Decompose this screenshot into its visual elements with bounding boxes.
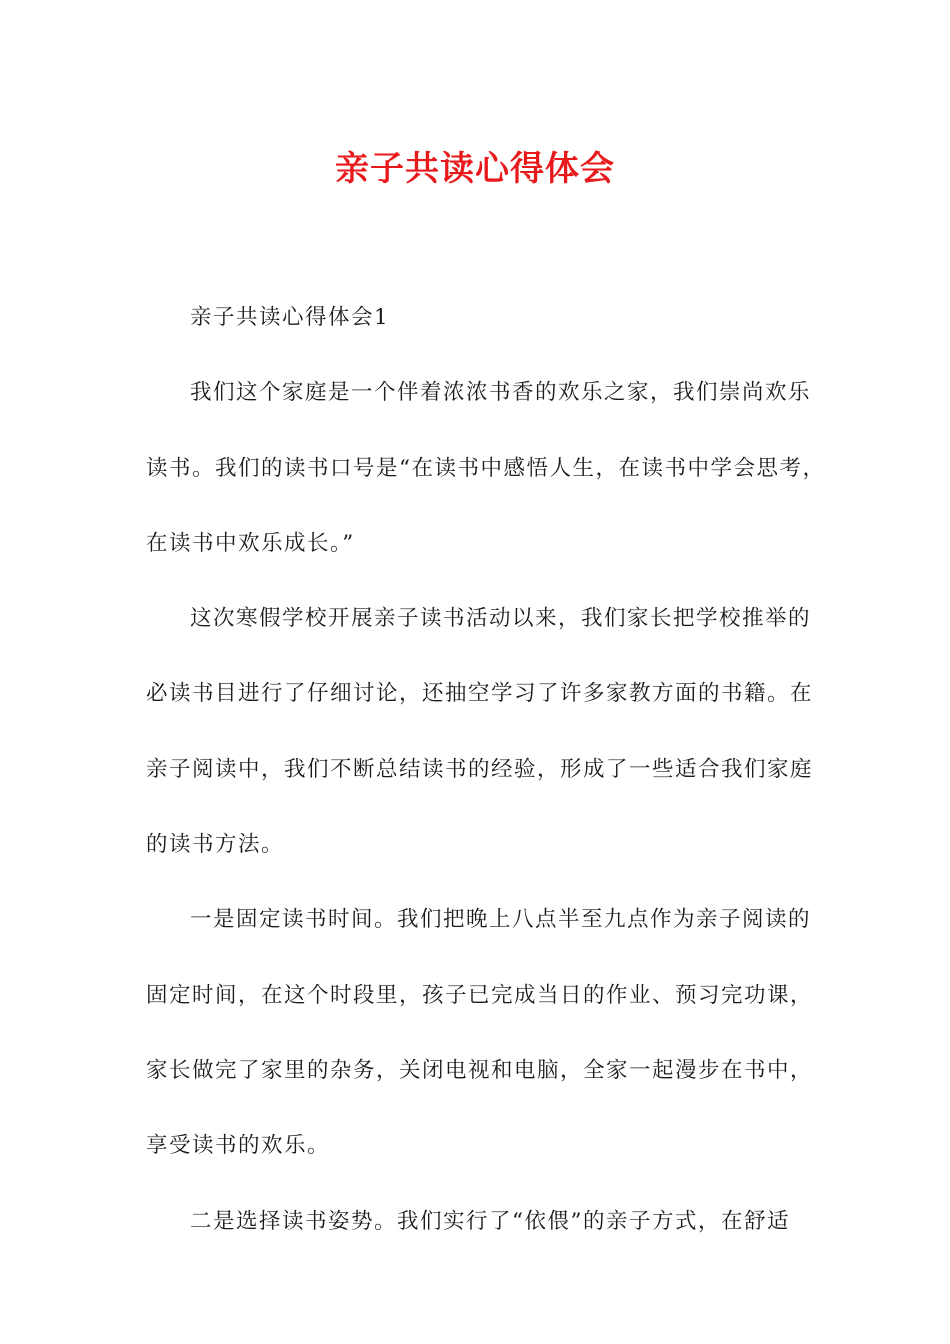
paragraph-4-line-1: 二是选择读书姿势。我们实行了“依偎”的亲子方式，在舒适 <box>190 1208 790 1234</box>
paragraph-1-line-2: 读书。我们的读书口号是“在读书中感悟人生，在读书中学会思考， <box>146 455 826 481</box>
paragraph-2-line-3: 亲子阅读中，我们不断总结读书的经验，形成了一些适合我们家庭 <box>146 756 814 782</box>
paragraph-3-line-3: 家长做完了家里的杂务，关闭电视和电脑，全家一起漫步在书中， <box>146 1057 814 1083</box>
document-title: 亲子共读心得体会 <box>335 149 615 189</box>
section-heading: 亲子共读心得体会1 <box>190 305 390 330</box>
paragraph-1-line-3: 在读书中欢乐成长。” <box>146 530 355 556</box>
paragraph-2-line-2: 必读书目进行了仔细讨论，还抽空学习了许多家教方面的书籍。在 <box>146 681 814 707</box>
paragraph-1-line-1: 我们这个家庭是一个伴着浓浓书香的欢乐之家，我们崇尚欢乐 <box>190 380 812 406</box>
paragraph-3-line-2: 固定时间，在这个时段里，孩子已完成当日的作业、预习完功课， <box>146 982 814 1008</box>
document-body <box>146 280 826 1259</box>
paragraph-2-line-1: 这次寒假学校开展亲子读书活动以来，我们家长把学校推举的 <box>190 606 812 632</box>
paragraph-3-line-1: 一是固定读书时间。我们把晚上八点半至九点作为亲子阅读的 <box>190 907 812 933</box>
paragraph-3-line-4: 享受读书的欢乐。 <box>146 1133 331 1159</box>
paragraph-2-line-4: 的读书方法。 <box>146 832 285 858</box>
